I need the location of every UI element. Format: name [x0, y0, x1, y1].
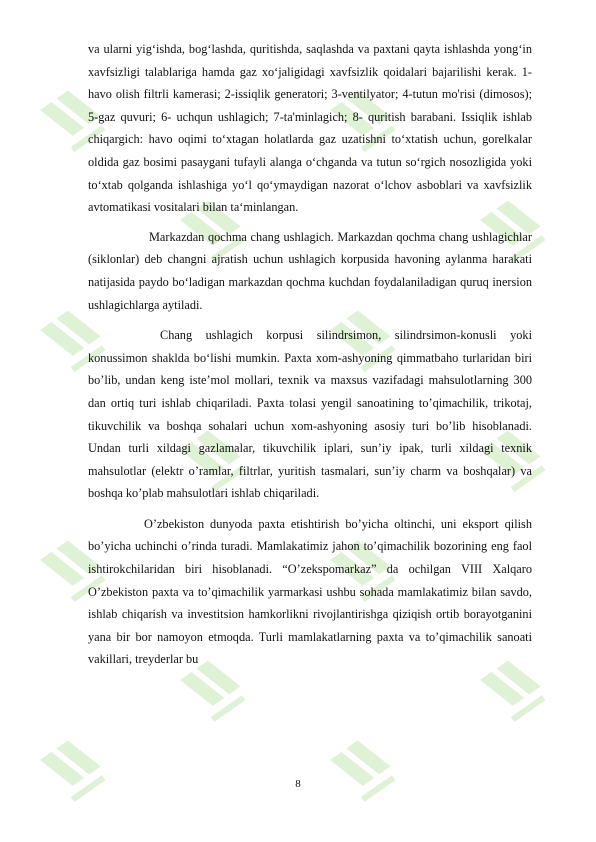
paragraph-4: O’zbekiston dunyoda paxta etishtirish bo’yicha oltinchi, uni eksport qilish bo’yicha uchinchi o’rinda turadi. Mamlakatimiz jahon to’qimachilik bozorining eng faol ishtirokchilaridan biri hisoblanadi. “O’zekspomarkaz” da ochilgan VIII Xalqaro O’zbekiston paxta va to’qimachilik yarmarkasi ushbu sohada mamlakatimiz bilan savdo, ishlab chiqarish va investitsion hamkorlikni rivojlantirishga qiziqish ortib borayotganini yana bir bor namoyon etmoqda. Turli mamlakatlarning paxta va to’qimachilik sanoati vakillari, treyderlar bu [88, 516, 532, 667]
paragraph-3: Chang ushlagich korpusi silindrsimon, silindrsimon-konusli yoki konussimon shaklda bo‘lishi mumkin. Paxta xom-ashyoning qimmatbaho turlaridan biri bo’lib, undan keng iste’mol mollari, texnik va maxsus vazifadagi mahsulotlarning 300 dan ortiq turi ishlab chiqariladi. Paxta tolasi yengil sanoatining to’qimachilik, trikotaj, tikuvchilik va boshqa sohalari uchun xom-ashyoning asosiy turi bo’lib hisoblanadi. Undan turli xildagi gazlamalar, tikuvchilik iplari, sun’iy ipak, turli xildagi texnik mahsulotlar (elektr o’ramlar, filtrlar, yuritish tasmalari, sun’iy charm va boshqalar) va boshqa ko’plab mahsulotlari ishlab chiqariladi. [88, 328, 532, 501]
paragraph-2: Markazdan qochma chang ushlagich. Markazdan qochma chang ushlagichlar (siklonlar) deb changni ajratish uchun ushlagich korpusida havoning aylanma harakati natijasida paydo bo‘ladigan markazdan qochma kuchdan foydalaniladigan quruq inersion ushlagichlarga aytiladi. [88, 229, 532, 312]
paragraph-1: va ularni yig‘ishda, bog‘lashda, quritishda, saqlashda va paxtani qayta ishlashda yong‘in xavfsizligi talablariga hamda gaz xo‘jaligidagi xavfsizlik qoidalari bajarilishi kerak. 1-havo olish filtrli kamerasi; 2-issiqlik generatori; 3-ventilyator; 4-tutun mo'risi (dimosos); 5-gaz quvuri; 6- uchqun ushlagich; 7-ta'minlagich; 8- quritish barabani. Issiqlik ishlab chiqargich: havo oqimi to‘xtagan holatlarda gaz uzatishni to‘xtatish uchun, gorelkalar oldida gaz bosimi pasaygani tufayli alanga o‘chganda va tutun so‘rgich nosozligida yoki to‘xtab qolganda ishlashiga yo‘l qo‘ymaydigan nazorat o‘lchov asboblari va xavfsizlik avtomatikasi vositalari bilan ta‘minlangan. [88, 42, 532, 215]
watermark-mark [330, 734, 399, 805]
watermark-mark [40, 734, 109, 805]
page-number: 8 [295, 778, 301, 790]
document-body [88, 38, 532, 671]
